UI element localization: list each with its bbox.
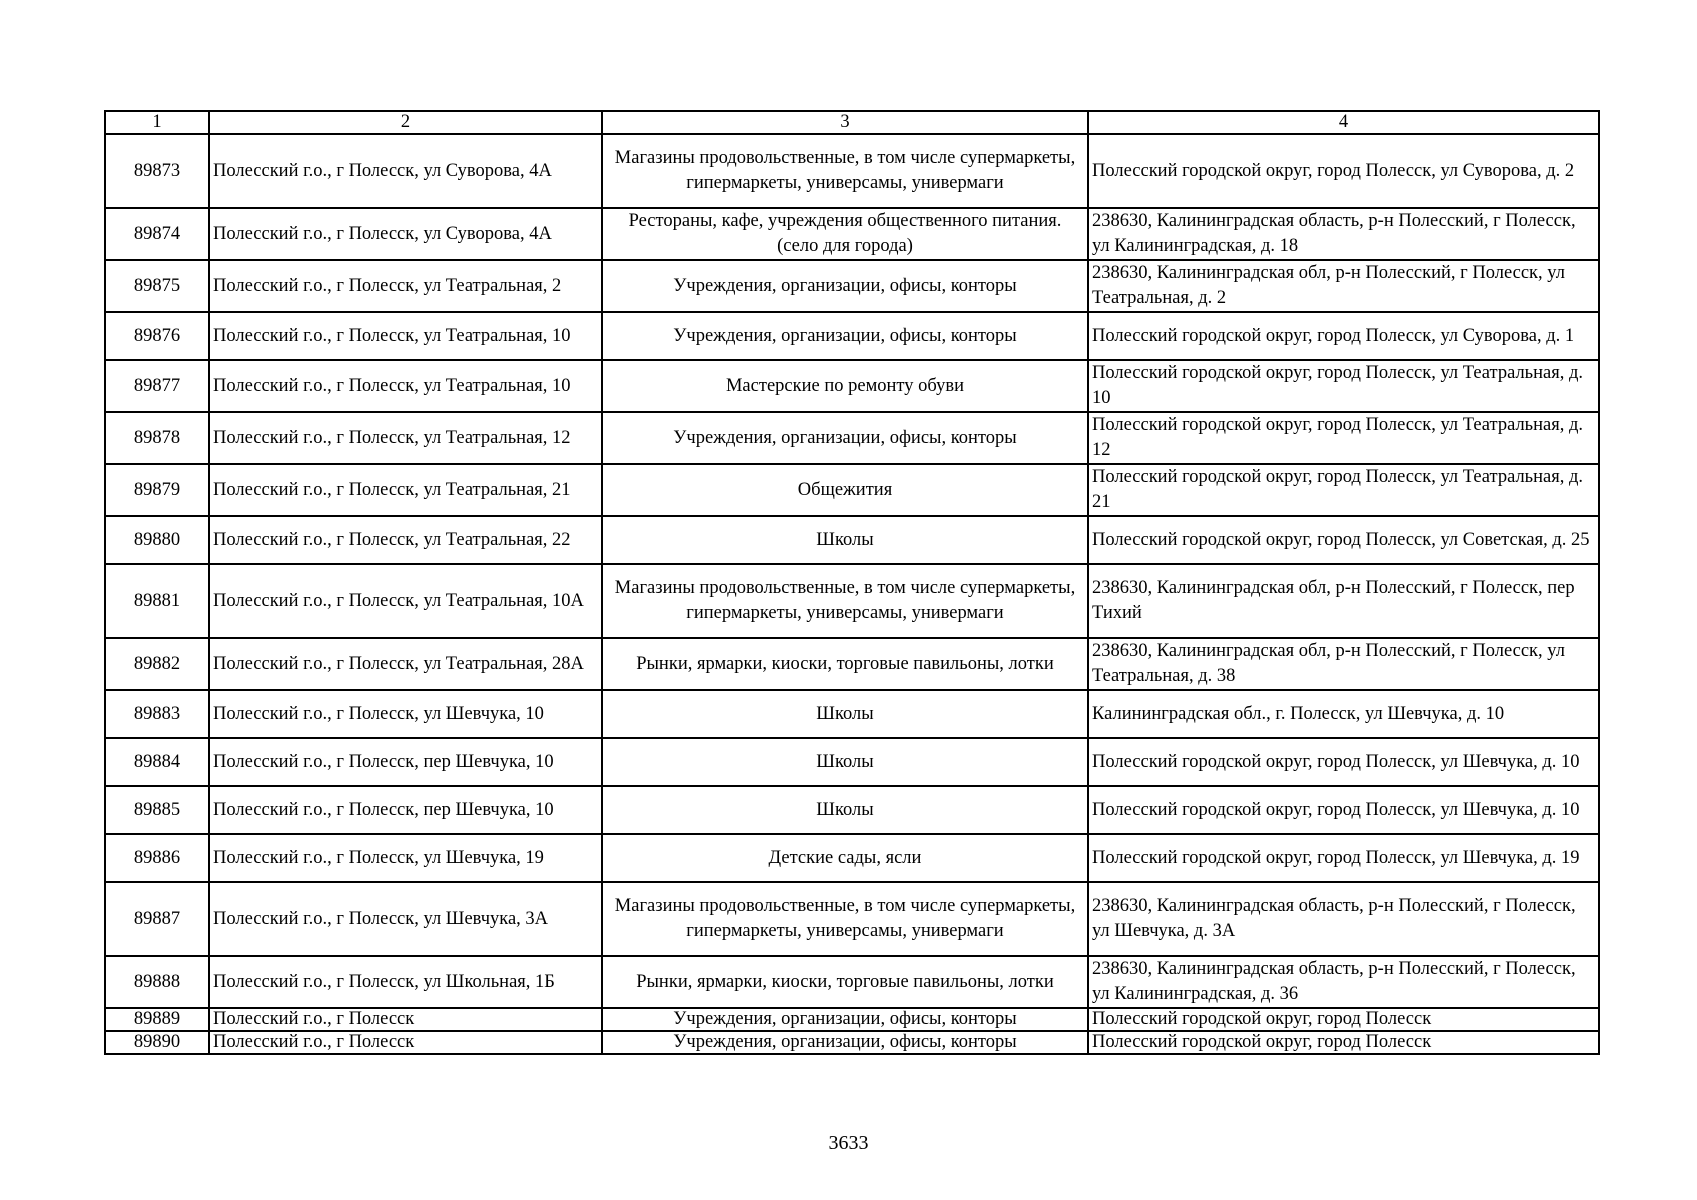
row-type: Школы	[602, 786, 1088, 834]
table-row	[105, 260, 1599, 312]
row-type: Мастерские по ремонту обуви	[602, 360, 1088, 412]
row-type: Учреждения, организации, офисы, конторы	[602, 412, 1088, 464]
row-id: 89884	[105, 738, 209, 786]
row-full-address: Полесский городской округ, город Полесск, ул Суворова, д. 2	[1088, 134, 1599, 208]
row-full-address: 238630, Калининградская область, р-н Полесский, г Полесск, ул Шевчука, д. 3А	[1088, 882, 1599, 956]
row-address: Полесский г.о., г Полесск, ул Театральная, 22	[209, 516, 602, 564]
table-row	[105, 564, 1599, 638]
table-row	[105, 208, 1599, 260]
row-full-address: Полесский городской округ, город Полесск, ул Советская, д. 25	[1088, 516, 1599, 564]
row-type: Рестораны, кафе, учреждения общественного питания. (село для города)	[602, 208, 1088, 260]
row-type: Рынки, ярмарки, киоски, торговые павильоны, лотки	[602, 638, 1088, 690]
row-full-address: Полесский городской округ, город Полесск, ул Шевчука, д. 10	[1088, 786, 1599, 834]
row-address: Полесский г.о., г Полесск, ул Театральная, 10А	[209, 564, 602, 638]
row-type: Рынки, ярмарки, киоски, торговые павильоны, лотки	[602, 956, 1088, 1008]
row-type: Общежития	[602, 464, 1088, 516]
row-full-address: 238630, Калининградская обл, р-н Полесский, г Полесск, пер Тихий	[1088, 564, 1599, 638]
table-row	[105, 516, 1599, 564]
row-id: 89881	[105, 564, 209, 638]
column-header-3: 3	[602, 111, 1088, 134]
row-address: Полесский г.о., г Полесск, ул Театральная, 2	[209, 260, 602, 312]
row-id: 89883	[105, 690, 209, 738]
row-id: 89874	[105, 208, 209, 260]
row-type: Учреждения, организации, офисы, конторы	[602, 1031, 1088, 1054]
row-address: Полесский г.о., г Полесск, ул Суворова, 4А	[209, 208, 602, 260]
row-id: 89880	[105, 516, 209, 564]
column-header-1: 1	[105, 111, 209, 134]
row-address: Полесский г.о., г Полесск, ул Шевчука, 19	[209, 834, 602, 882]
row-address: Полесский г.о., г Полесск	[209, 1008, 602, 1031]
table-row	[105, 312, 1599, 360]
row-id: 89882	[105, 638, 209, 690]
row-full-address: Полесский городской округ, город Полесск, ул Шевчука, д. 10	[1088, 738, 1599, 786]
column-header-4: 4	[1088, 111, 1599, 134]
row-address: Полесский г.о., г Полесск, пер Шевчука, 10	[209, 786, 602, 834]
row-address: Полесский г.о., г Полесск, ул Театральная, 28А	[209, 638, 602, 690]
row-address: Полесский г.о., г Полесск, пер Шевчука, 10	[209, 738, 602, 786]
row-address: Полесский г.о., г Полесск, ул Театральная, 10	[209, 360, 602, 412]
page-number: 3633	[828, 1132, 869, 1154]
row-id: 89890	[105, 1031, 209, 1054]
row-full-address: Полесский городской округ, город Полесск, ул Шевчука, д. 19	[1088, 834, 1599, 882]
row-id: 89875	[105, 260, 209, 312]
row-id: 89886	[105, 834, 209, 882]
table-row	[105, 738, 1599, 786]
table-row	[105, 464, 1599, 516]
row-address: Полесский г.о., г Полесск, ул Школьная, 1Б	[209, 956, 602, 1008]
row-type: Магазины продовольственные, в том числе супермаркеты, гипермаркеты, универсамы, универмаги	[602, 564, 1088, 638]
table-row	[105, 1008, 1599, 1031]
table-row	[105, 786, 1599, 834]
row-type: Учреждения, организации, офисы, конторы	[602, 260, 1088, 312]
row-full-address: Полесский городской округ, город Полесск, ул Суворова, д. 1	[1088, 312, 1599, 360]
row-type: Магазины продовольственные, в том числе супермаркеты, гипермаркеты, универсамы, универмаги	[602, 134, 1088, 208]
row-type: Школы	[602, 690, 1088, 738]
table-row	[105, 412, 1599, 464]
row-type: Школы	[602, 738, 1088, 786]
data-table	[104, 110, 1600, 1055]
row-id: 89887	[105, 882, 209, 956]
table-row	[105, 1031, 1599, 1054]
table-row	[105, 134, 1599, 208]
row-type: Детские сады, ясли	[602, 834, 1088, 882]
row-id: 89888	[105, 956, 209, 1008]
table-row	[105, 834, 1599, 882]
row-full-address: Полесский городской округ, город Полесск, ул Театральная, д. 12	[1088, 412, 1599, 464]
row-address: Полесский г.о., г Полесск, ул Театральная, 12	[209, 412, 602, 464]
row-full-address: 238630, Калининградская обл, р-н Полесский, г Полесск, ул Театральная, д. 2	[1088, 260, 1599, 312]
table-row	[105, 360, 1599, 412]
row-type: Учреждения, организации, офисы, конторы	[602, 312, 1088, 360]
row-id: 89879	[105, 464, 209, 516]
table-row	[105, 690, 1599, 738]
header-row	[105, 111, 1599, 134]
row-id: 89878	[105, 412, 209, 464]
row-address: Полесский г.о., г Полесск, ул Суворова, 4А	[209, 134, 602, 208]
row-full-address: 238630, Калининградская область, р-н Полесский, г Полесск, ул Калининградская, д. 36	[1088, 956, 1599, 1008]
row-id: 89877	[105, 360, 209, 412]
row-full-address: Полесский городской округ, город Полесск, ул Театральная, д. 21	[1088, 464, 1599, 516]
row-type: Магазины продовольственные, в том числе супермаркеты, гипермаркеты, универсамы, универмаги	[602, 882, 1088, 956]
row-full-address: Полесский городской округ, город Полесск	[1088, 1031, 1599, 1054]
row-address: Полесский г.о., г Полесск, ул Театральная, 21	[209, 464, 602, 516]
column-header-2: 2	[209, 111, 602, 134]
row-address: Полесский г.о., г Полесск, ул Театральная, 10	[209, 312, 602, 360]
row-id: 89873	[105, 134, 209, 208]
row-full-address: 238630, Калининградская обл, р-н Полесский, г Полесск, ул Театральная, д. 38	[1088, 638, 1599, 690]
row-id: 89876	[105, 312, 209, 360]
row-address: Полесский г.о., г Полесск, ул Шевчука, 10	[209, 690, 602, 738]
table-row	[105, 882, 1599, 956]
table-row	[105, 956, 1599, 1008]
row-full-address: Полесский городской округ, город Полесск	[1088, 1008, 1599, 1031]
row-full-address: Калининградская обл., г. Полесск, ул Шевчука, д. 10	[1088, 690, 1599, 738]
table-row	[105, 638, 1599, 690]
row-full-address: 238630, Калининградская область, р-н Полесский, г Полесск, ул Калининградская, д. 18	[1088, 208, 1599, 260]
row-id: 89889	[105, 1008, 209, 1031]
row-full-address: Полесский городской округ, город Полесск, ул Театральная, д. 10	[1088, 360, 1599, 412]
row-type: Школы	[602, 516, 1088, 564]
row-address: Полесский г.о., г Полесск, ул Шевчука, 3А	[209, 882, 602, 956]
row-id: 89885	[105, 786, 209, 834]
row-type: Учреждения, организации, офисы, конторы	[602, 1008, 1088, 1031]
row-address: Полесский г.о., г Полесск	[209, 1031, 602, 1054]
